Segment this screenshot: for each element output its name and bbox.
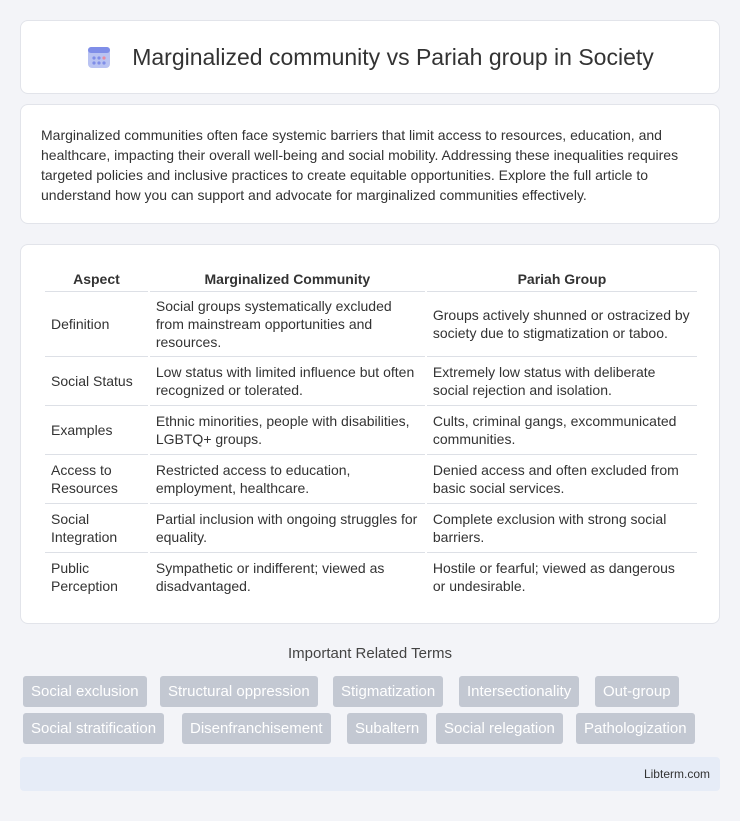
intro-paragraph: Marginalized communities often face systemic barriers that limit access to resources, education, and healthcare, impacting their overall well-being and social mobility. Addressing these inequalities requires targeted policies and inclusive practices to create equitable opportunities. Explore the full article to understand how you can support and advocate for marginalized communities effectively. [41,127,679,203]
row-aspect: Access to Resources [45,454,148,503]
row-marginalized: Ethnic minorities, people with disabilities, LGBTQ+ groups. [150,405,425,454]
table-row [45,356,697,405]
header-aspect: Aspect [73,271,120,287]
tag-out-group[interactable]: Out-group [595,676,679,707]
row-pariah: Complete exclusion with strong social barriers. [427,503,697,552]
tag-intersectionality[interactable]: Intersectionality [459,676,579,707]
header-marginalized: Marginalized Community [204,271,371,287]
tag-stigmatization[interactable]: Stigmatization [333,676,443,707]
comparison-table [43,267,699,601]
row-aspect: Public Perception [45,552,148,601]
row-marginalized: Social groups systematically excluded from mainstream opportunities and resources. [150,291,425,356]
row-aspect: Examples [45,405,148,454]
tag-subaltern[interactable]: Subaltern [347,713,427,744]
row-marginalized: Partial inclusion with ongoing struggles for equality. [150,503,425,552]
table-row [45,503,697,552]
row-aspect: Social Status [45,356,148,405]
tag-social-exclusion[interactable]: Social exclusion [23,676,147,707]
tag-social-stratification[interactable]: Social stratification [23,713,164,744]
tag-disenfranchisement[interactable]: Disenfranchisement [182,713,331,744]
comparison-table-card [20,244,720,624]
table-header-row [45,267,697,291]
row-marginalized: Sympathetic or indifferent; viewed as disadvantaged. [150,552,425,601]
page-title: Marginalized community vs Pariah group in Society [132,43,654,70]
header-pariah: Pariah Group [517,271,607,287]
row-pariah: Hostile or fearful; viewed as dangerous or undesirable. [427,552,697,601]
row-pariah: Denied access and often excluded from basic social services. [427,454,697,503]
table-row [45,405,697,454]
related-terms-title: Important Related Terms [288,645,452,662]
table-row [45,552,697,601]
row-aspect: Definition [45,291,148,356]
footer [20,757,720,791]
row-marginalized: Low status with limited influence but often recognized or tolerated. [150,356,425,405]
row-pariah: Groups actively shunned or ostracized by society due to stigmatization or taboo. [427,291,697,356]
row-pariah: Cults, criminal gangs, excommunicated communities. [427,405,697,454]
row-pariah: Extremely low status with deliberate social rejection and isolation. [427,356,697,405]
footer-site-link[interactable]: Libterm.com [643,767,710,781]
header-card [20,20,720,94]
row-aspect: Social Integration [45,503,148,552]
tag-social-relegation[interactable]: Social relegation [436,713,563,744]
tag-structural-oppression[interactable]: Structural oppression [160,676,318,707]
calendar-icon [86,44,112,70]
table-row [45,454,697,503]
intro-card [20,104,720,224]
table-row [45,291,697,356]
tag-pathologization[interactable]: Pathologization [576,713,695,744]
row-marginalized: Restricted access to education, employment, healthcare. [150,454,425,503]
